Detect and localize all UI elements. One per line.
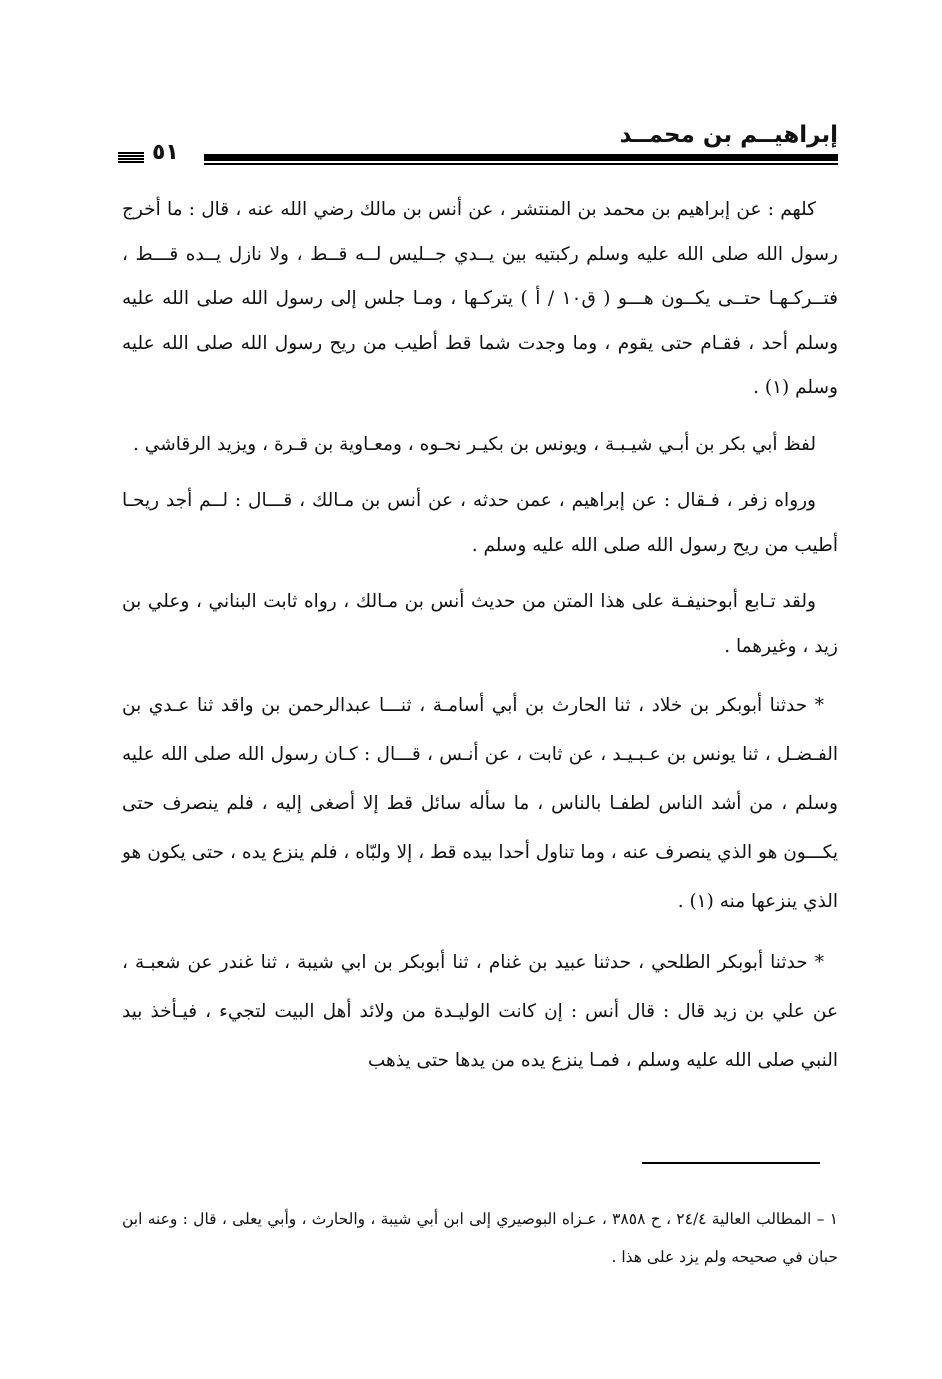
hadith-paragraph-2: * حدثنا أبوبكر الطلحي ، حدثنا عبيد بن غنام ، ثنا أبوبكر بن ابي شيبة ، ثنا غندر عن شعبـة ، عن علي بن زيد قال : قال أنس : إن كانت الوليـدة من ولائد أهل البيت لتجيء ، فيـأخذ بيد النبي صلى الله عليه وسلم ، فمـا ينزع يده من يدها حتى يذهب: [122, 952, 838, 1071]
hadith-paragraph-1: * حدثنا أبوبكر بن خلاد ، ثنا الحارث بن أبي أسامـة ، ثنـــا عبدالرحمن بن واقد ثنا عـدي بن الفـضـل ، ثنا يونس بن عـبـيـد ، عن ثابت ، عن أنـس ، قـــال : كـان رسول الله صلى الله عليه وسلم ، من أشد الناس لطفـا بالناس ، ما سأله سائل قط إلا أصغى إليه ، فلم ينصرف حتى يكـــون هو الذي ينصرف عنه ، وما تناول أحدا بيده قط ، إلا ولبّاه ، فلم ينزع يده ، حتى يكون هو الذي ينزعها منه (١) .: [122, 695, 838, 912]
paragraph-1: كلهم : عن إبراهيم بن محمد بن المنتشر ، عن أنس بن مالك رضي الله عنه ، قال : ما أخرج رسول الله صلى الله عليه وسلم ركبتيه بين يــدي جــليس لــه قــط ، ولا نازل يــده قـــط ، فتــركـهـا حتــى يكــون هـــو ( ق١٠ / أ ) يتركـها ، ومـا جلس إلى رسول الله صلى الله عليه وسلم أحد ، فقـام حتى يقوم ، وما وجدت شما قط أطيب من ريح رسول الله صلى الله عليه وسلم (١) .: [122, 199, 838, 398]
footnote-1: ١ – المطالب العالية ٢٤/٤ ، ح ٣٨٥٨ ، عـزاه البوصيري إلى ابن أبي شيبة ، والحارث ، وأبي يعلى ، قال : وعنه ابن حبان في صحيحه ولم يزد على هذا .: [122, 1210, 838, 1266]
footnotes: [122, 1200, 838, 1276]
running-header: [118, 118, 838, 174]
paragraph-3: ورواه زفر ، فـقال : عن إبراهيم ، عمن حدثه ، عن أنس بن مـالك ، قـــال : لــم أجد ريحـا أطيب من ريح رسول الله صلى الله عليه وسلم .: [122, 490, 838, 556]
paragraph-2: لفظ أبي بكر بن أبـي شيـبـة ، ويونس بن بكيـر نحـوه ، ومعـاوية بن قـرة ، ويزيد الرقاشي .: [133, 433, 816, 455]
main-text: [122, 188, 838, 1097]
header-title: إبراهيــم بن محمــد: [619, 122, 838, 148]
footnote-separator: [642, 1162, 820, 1164]
header-rule-thin: [204, 163, 838, 165]
paragraph-4: ولقد تـابع أبوحنيفـة على هذا المتن من حديث أنس بن مـالك ، رواه ثابت البناني ، وعلي بن زيد ، وغيرهما .: [122, 591, 838, 657]
header-ornament: [118, 152, 144, 164]
header-rule: [204, 154, 838, 161]
page-number: ٥١: [152, 140, 179, 165]
